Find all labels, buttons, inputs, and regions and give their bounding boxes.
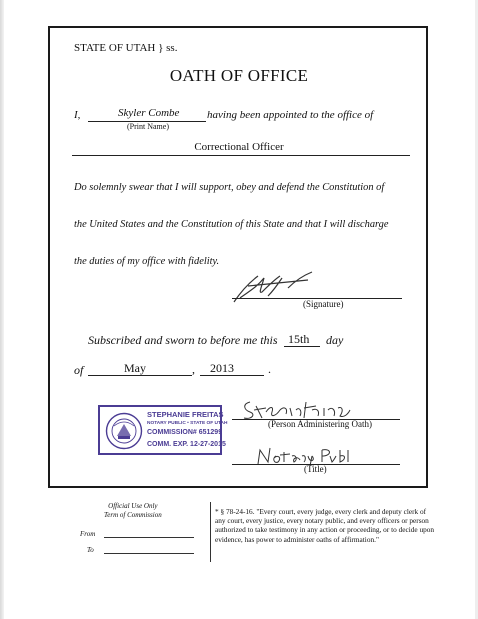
pronoun-label: I,	[74, 109, 81, 121]
notary-commission: COMMISSION# 651299	[147, 429, 223, 436]
office-title: Correctional Officer	[194, 141, 284, 153]
document-title: OATH OF OFFICE	[169, 66, 309, 85]
date-comma: ,	[192, 362, 195, 376]
appointed-text: having been appointed to the office of	[207, 109, 374, 121]
oath-line-1: Do solemnly swear that I will support, obey and defend the Constitution of	[74, 182, 385, 193]
date-period: .	[268, 362, 271, 376]
to-field-line	[104, 553, 194, 554]
notary-stamp	[98, 405, 228, 455]
oath-line-2: the United States and the Constitution of this State and that I will discharge	[74, 219, 389, 230]
from-field-line	[104, 537, 194, 538]
sworn-year: 2013	[210, 361, 234, 375]
administrator-caption: (Person Administering Oath)	[268, 419, 372, 429]
footer-divider	[210, 502, 211, 562]
sworn-month: May	[124, 361, 146, 375]
administrator-title-handwritten	[254, 446, 354, 466]
page-edge-shadow	[0, 0, 4, 619]
oath-line-3: the duties of my office with fidelity.	[74, 256, 220, 267]
official-use-block	[104, 502, 162, 520]
notary-subtitle: NOTARY PUBLIC • STATE OF UTAH	[147, 421, 228, 426]
notary-name: STEPHANIE FREITAS	[147, 410, 224, 419]
day-word: day	[326, 333, 344, 347]
of-word: of	[74, 363, 84, 377]
month-underline	[88, 375, 192, 376]
notary-expiration: COMM. EXP. 12-27-2015	[147, 441, 226, 448]
sworn-text: Subscribed and sworn to before me this	[88, 333, 278, 347]
office-underline	[72, 155, 410, 156]
state-heading: STATE OF UTAH } ss.	[74, 42, 178, 54]
term-of-commission-label: Term of Commission	[104, 511, 162, 519]
print-name-caption: (Print Name)	[127, 122, 169, 131]
day-underline	[284, 346, 320, 347]
appointee-name: Skyler Combe	[118, 107, 180, 119]
to-label: To	[87, 546, 94, 554]
title-caption: (Title)	[304, 464, 327, 474]
state-seal-icon	[105, 412, 143, 450]
signature-caption: (Signature)	[303, 299, 344, 309]
official-use-label: Official Use Only	[108, 502, 158, 510]
from-label: From	[80, 530, 96, 538]
statute-text: * § 78-24-16. "Every court, every judge, every clerk and deputy clerk of any court, every justice, every notary public, and every officers or person authorized to take testimony in any action or proceeding, or to decide upon evidence, has power to administer oaths of affirmation."	[215, 507, 435, 544]
sworn-day: 15th	[288, 332, 310, 346]
year-underline	[200, 375, 264, 376]
